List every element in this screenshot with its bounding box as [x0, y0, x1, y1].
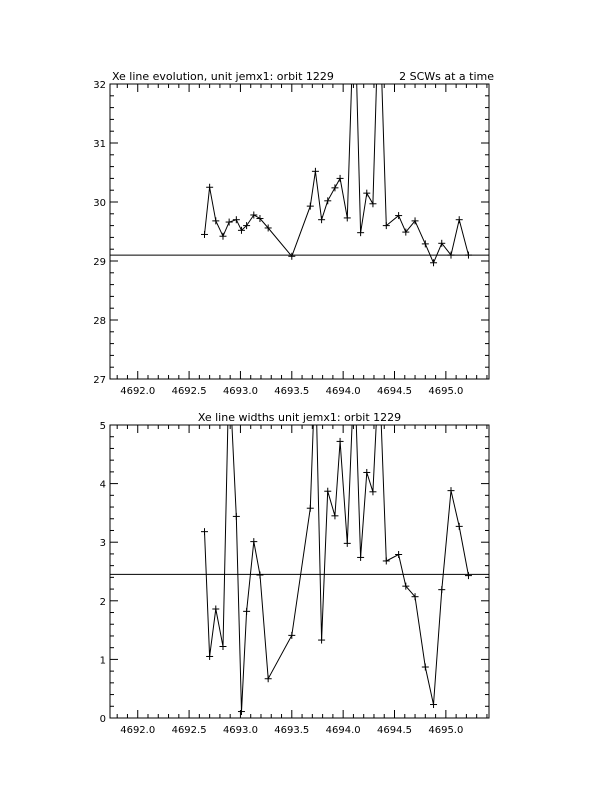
data-point: [344, 214, 351, 221]
data-point: [447, 487, 454, 494]
chart-subtitle: 2 SCWs at a time: [399, 70, 494, 83]
data-point: [250, 211, 257, 218]
plot-frame: [110, 84, 489, 379]
bottom-panel-xe-line-widths: [100, 366, 489, 736]
data-point: [238, 708, 245, 715]
y-tick-label: 31: [93, 139, 106, 150]
data-point: [465, 572, 472, 579]
data-point: [369, 488, 376, 495]
x-tick-label: 4692.5: [171, 725, 207, 736]
data-point: [324, 197, 331, 204]
data-point: [318, 637, 325, 644]
data-point: [233, 513, 240, 520]
y-tick-label: 29: [93, 257, 106, 268]
data-point: [344, 540, 351, 547]
x-tick-label: 4693.0: [222, 386, 258, 397]
data-point: [430, 259, 437, 266]
top-panel-xe-line-evolution: [93, 0, 494, 397]
y-tick-label: 2: [99, 596, 106, 608]
data-point: [288, 632, 295, 639]
x-tick-label: 4692.0: [120, 386, 156, 397]
data-point: [331, 184, 338, 191]
data-point: [206, 184, 213, 191]
x-tick-label: 4693.5: [274, 725, 310, 736]
data-point: [307, 505, 314, 512]
data-point: [422, 240, 429, 247]
data-point: [422, 664, 429, 671]
y-tick-label: 30: [93, 198, 106, 209]
data-point: [226, 219, 233, 226]
data-point: [219, 233, 226, 240]
data-point: [456, 523, 463, 530]
data-point: [206, 653, 213, 660]
data-point: [337, 438, 344, 445]
data-point: [357, 554, 364, 561]
y-tick-label: 5: [99, 421, 106, 432]
data-point: [363, 190, 370, 197]
data-point: [395, 551, 402, 558]
data-point: [265, 675, 272, 682]
data-point: [331, 512, 338, 519]
series-line: [205, 0, 469, 263]
data-point: [438, 586, 445, 593]
y-tick-label: 1: [99, 655, 106, 667]
x-tick-label: 4695.0: [428, 725, 464, 736]
y-tick-label: 27: [93, 375, 106, 386]
x-tick-label: 4694.5: [377, 386, 413, 397]
data-point: [312, 168, 319, 175]
x-tick-label: 4692.5: [171, 386, 207, 397]
data-point: [357, 229, 364, 236]
data-point: [318, 216, 325, 223]
data-point: [324, 488, 331, 495]
x-tick-label: 4694.5: [377, 725, 413, 736]
x-tick-label: 4693.5: [274, 386, 310, 397]
data-point: [212, 217, 219, 224]
data-point: [233, 216, 240, 223]
chart-title: Xe line widths unit jemx1: orbit 1229: [197, 411, 402, 424]
chart-title: Xe line evolution, unit jemx1: orbit 1229: [112, 70, 334, 83]
x-tick-label: 4695.0: [428, 386, 464, 397]
data-point: [369, 200, 376, 207]
data-point: [201, 528, 208, 535]
data-point: [363, 469, 370, 476]
y-tick-label: 28: [93, 316, 106, 327]
data-point: [465, 252, 472, 259]
x-tick-label: 4693.0: [222, 725, 258, 736]
data-point: [256, 572, 263, 579]
x-tick-label: 4694.0: [325, 386, 361, 397]
data-point: [212, 606, 219, 613]
data-point: [337, 175, 344, 182]
data-point: [250, 538, 257, 545]
data-point: [201, 231, 208, 238]
data-point: [243, 608, 250, 615]
data-point: [383, 557, 390, 564]
y-tick-label: 4: [99, 479, 106, 491]
data-point: [456, 216, 463, 223]
y-tick-label: 0: [99, 714, 106, 725]
x-tick-label: 4692.0: [120, 725, 156, 736]
plot-frame: [110, 425, 489, 718]
y-tick-label: 32: [93, 80, 106, 91]
data-point: [219, 643, 226, 650]
y-tick-label: 3: [99, 538, 106, 550]
data-point: [430, 701, 437, 708]
x-tick-label: 4694.0: [325, 725, 361, 736]
data-point: [307, 203, 314, 210]
